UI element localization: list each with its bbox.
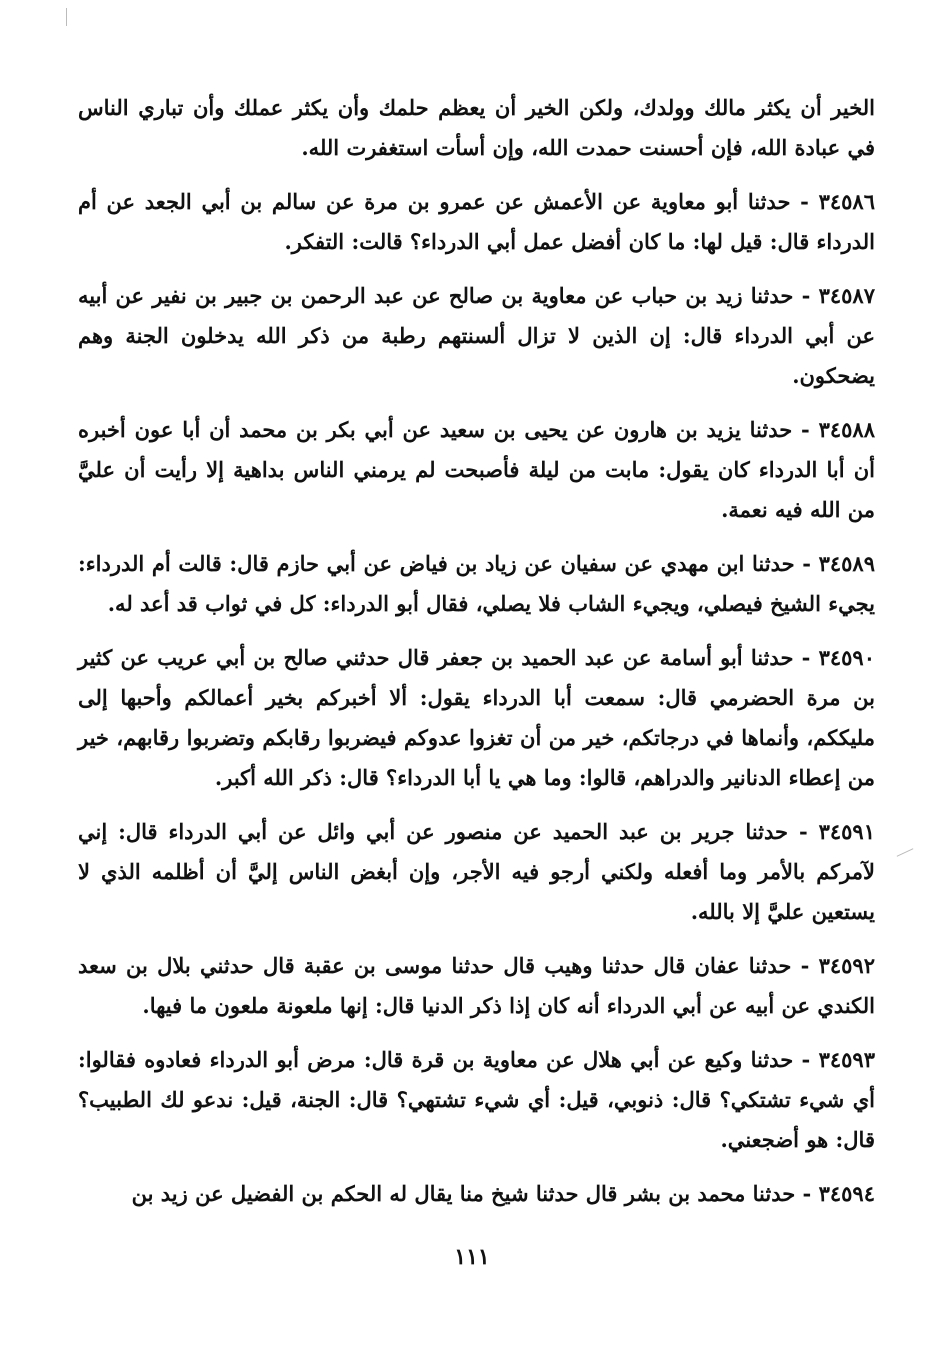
paragraph-hadith-34594: ٣٤٥٩٤ - حدثنا محمد بن بشر قال حدثنا شيخ منا يقال له الحكم بن الفضيل عن زيد بن <box>131 1181 875 1206</box>
paragraph-continuation: الخير أن يكثر مالك وولدك، ولكن الخير أن يعظم حلمك وأن يكثر عملك وأن تباري الناس في عبادة الله، فإن أحسنت حمدت الله، وإن أسأت استغفرت الله. <box>78 95 875 160</box>
page-number: ١١١ <box>454 1244 490 1270</box>
paragraph-hadith-34588: ٣٤٥٨٨ - حدثنا يزيد بن هارون عن يحيى بن سعيد عن أبي بكر بن محمد أن أبا عون أخبره أن أبا الدرداء كان يقول: مابت من ليلة فأصبحت لم يرمني الناس بداهية إلا رأيت أن عليَّ من الله فيه نعمة. <box>78 417 875 522</box>
paragraph-hadith-34587: ٣٤٥٨٧ - حدثنا زيد بن حباب عن معاوية بن صالح عن عبد الرحمن بن جبير بن نفير عن أبيه عن أبي الدرداء قال: إن الذين لا تزال ألسنتهم رطبة من ذكر الله يدخلون الجنة وهم يضحكون. <box>78 283 875 388</box>
paragraph-hadith-34592: ٣٤٥٩٢ - حدثنا عفان قال حدثنا وهيب قال حدثنا موسى بن عقبة قال حدثني بلال بن سعد الكندي عن أبيه عن أبي الدرداء أنه كان إذا ذكر الدنيا قال: إنها ملعونة ملعون ما فيها. <box>78 953 875 1018</box>
scan-mark-right <box>897 848 914 857</box>
paragraph-hadith-34591: ٣٤٥٩١ - حدثنا جرير بن عبد الحميد عن منصور عن أبي وائل عن أبي الدرداء قال: إني لآمركم بالأمر وما أفعله ولكني أرجو فيه الأجر، وإن أبغض الناس إليَّ أن أظلمه الذي لا يستعين عليَّ إلا بالله. <box>78 819 875 924</box>
scan-mark-top-left <box>66 8 67 26</box>
paragraph-hadith-34589: ٣٤٥٨٩ - حدثنا ابن مهدي عن سفيان عن زياد بن فياض عن أبي حازم قال: قالت أم الدرداء: يجيء الشيخ فيصلي، ويجيء الشاب فلا يصلي، فقال أبو الدرداء: كل في ثواب قد أعد له. <box>78 551 875 616</box>
hadith-text-block <box>78 88 875 1228</box>
paragraph-hadith-34586: ٣٤٥٨٦ - حدثنا أبو معاوية عن الأعمش عن عمرو بن مرة عن سالم بن أبي الجعد عن أم الدرداء قال: قيل لها: ما كان أفضل عمل أبي الدرداء؟ قالت: التفكر. <box>78 189 875 254</box>
paragraph-hadith-34590: ٣٤٥٩٠ - حدثنا أبو أسامة عن عبد الحميد بن جعفر قال حدثني صالح بن أبي عريب عن كثير بن مرة الحضرمي قال: سمعت أبا الدرداء يقول: ألا أخبركم بخير أعمالكم وأحبها إلى مليككم، وأنماها في درجاتكم، خير من أن تغزوا عدوكم فيضربوا رقابكم وتضربوا رقابهم، خير من إعطاء الدنانير والدراهم، قالوا: وما هي يا أبا الدرداء؟ قال: ذكر الله أكبر. <box>78 645 875 790</box>
paragraph-hadith-34593: ٣٤٥٩٣ - حدثنا وكيع عن أبي هلال عن معاوية بن قرة قال: مرض أبو الدرداء فعادوه فقالوا: أي شيء تشتكي؟ قال: ذنوبي، قيل: أي شيء تشتهي؟ قال: الجنة، قيل: ندعو لك الطبيب؟ قال: هو أضجعني. <box>78 1047 875 1152</box>
